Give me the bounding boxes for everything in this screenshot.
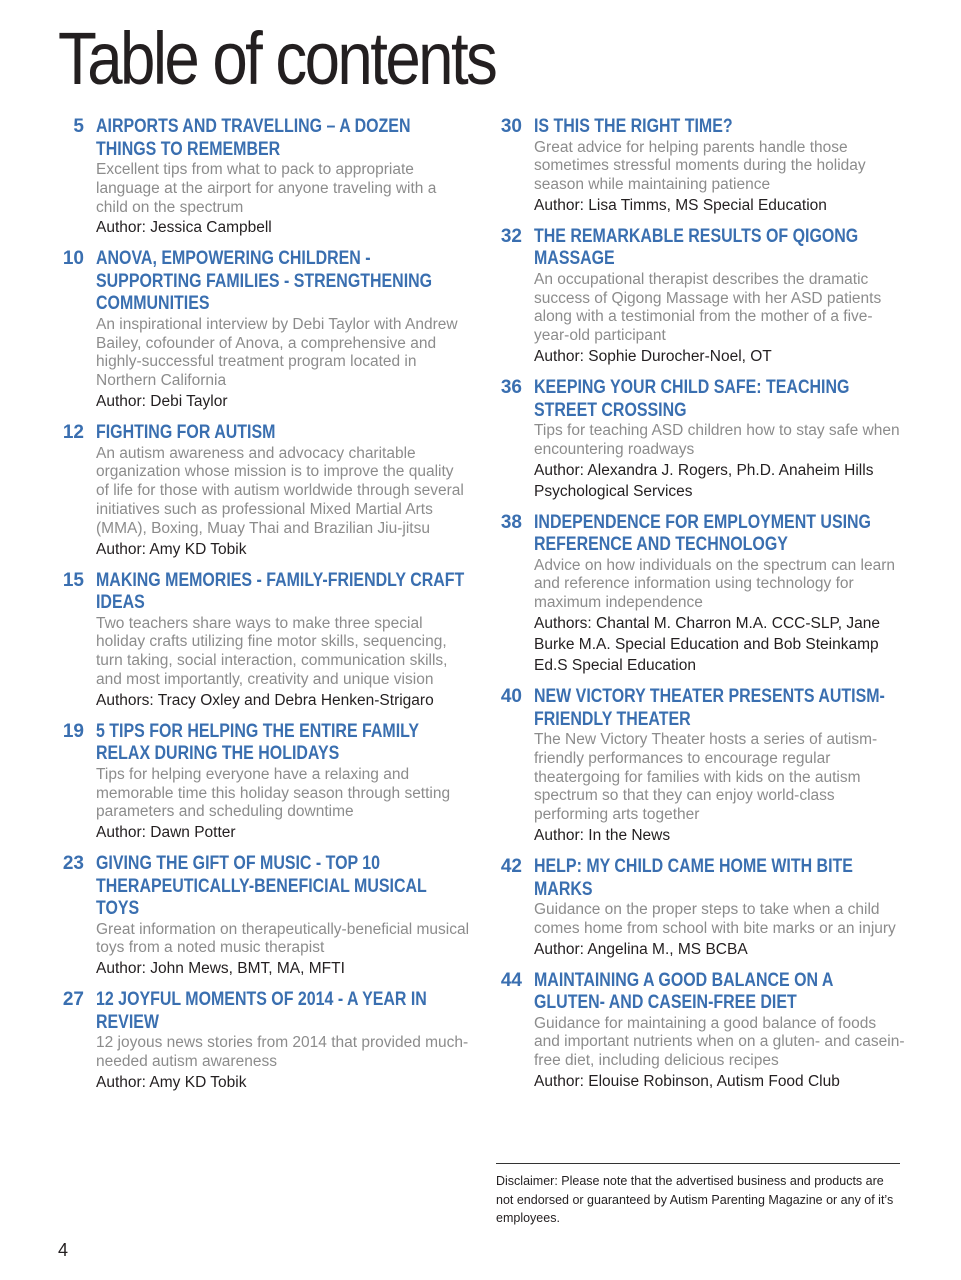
toc-entry[interactable]: [58, 248, 470, 412]
toc-entry[interactable]: [58, 989, 470, 1093]
article-author: Author: Amy KD Tobik: [96, 540, 247, 558]
article-description: Tips for teaching ASD children how to stay safe when encountering roadways: [534, 422, 900, 458]
article-title[interactable]: HELP: MY CHILD CAME HOME WITH BITE MARKS: [534, 856, 853, 900]
article-author: Author: Angelina M., MS BCBA: [534, 940, 748, 958]
article-author: Author: In the News: [534, 827, 671, 845]
article-description: 12 joyous news stories from 2014 that provided much-needed autism awareness: [96, 1034, 469, 1071]
article-author: Author: Debi Taylor: [96, 393, 228, 411]
page-ref: 38: [500, 511, 522, 533]
article-author: Authors: Chantal M. Charron M.A. CCC-SLP, Jane Burke M.A. Special Education and Bob Steinkamp Ed.S Special Education: [534, 615, 881, 675]
article-title[interactable]: THE REMARKABLE RESULTS OF QIGONG MASSAGE: [534, 225, 859, 270]
page-ref: 23: [62, 853, 84, 875]
article-author: Author: John Mews, BMT, MA, MFTI: [96, 960, 345, 978]
page-number: 4: [58, 1240, 69, 1260]
toc-entry[interactable]: [58, 721, 470, 843]
toc-entry[interactable]: [496, 377, 906, 502]
page-ref: 15: [62, 569, 84, 591]
page-ref: 27: [62, 989, 84, 1011]
toc-entry[interactable]: [58, 116, 470, 238]
page-ref: 40: [500, 686, 522, 708]
article-title[interactable]: IS THIS THE RIGHT TIME?: [534, 116, 733, 137]
article-author: Author: Lisa Timms, MS Special Education: [534, 196, 827, 214]
article-description: An autism awareness and advocacy charitable organization whose mission is to improve the quality of life for those with autism worldwide through several initiatives such as professional Mixed Martial Arts (MMA), Boxing, Muay Thai and Brazilian Jiu-jitsu: [96, 444, 464, 537]
article-title[interactable]: MAKING MEMORIES - FAMILY-FRIENDLY CRAFT IDEAS: [96, 569, 465, 614]
page-ref: 42: [500, 856, 522, 878]
article-description: Tips for helping everyone have a relaxing and memorable time this holiday season through setting parameters and scheduling downtime: [96, 765, 451, 821]
article-description: Two teachers share ways to make three special holiday crafts utilizing fine motor skills, sequencing, turn taking, social interaction, communication skills, and most importantly, creativity and unique vision: [96, 614, 448, 688]
article-description: An occupational therapist describes the dramatic success of Qigong Massage with her ASD patients along with a testimonial from the mother of a five-year-old participant: [534, 270, 882, 345]
disclaimer-divider: [496, 1163, 900, 1164]
toc-entry[interactable]: [496, 226, 906, 367]
page-ref: 36: [500, 377, 522, 399]
toc-entry[interactable]: [496, 856, 906, 960]
article-description: Great advice for helping parents handle those sometimes stressful moments during the holiday season while maintaining patience: [534, 138, 866, 194]
toc-entry[interactable]: [58, 422, 470, 559]
toc-entry[interactable]: [496, 686, 906, 846]
article-author: Author: Amy KD Tobik: [96, 1073, 247, 1091]
article-title[interactable]: 5 TIPS FOR HELPING THE ENTIRE FAMILY RELAX DURING THE HOLIDAYS: [96, 720, 419, 765]
article-description: Great information on therapeutically-beneficial musical toys from a noted music therapist: [96, 920, 470, 957]
article-author: Author: Alexandra J. Rogers, Ph.D. Anaheim Hills Psychological Services: [534, 461, 874, 500]
disclaimer-text: Disclaimer: Please note that the advertised business and products are not endorsed or guaranteed by Autism Parenting Magazine or any of it’s employees.: [496, 1174, 894, 1225]
article-description: Guidance on the proper steps to take when a child comes home from school with bite marks or an injury: [534, 901, 896, 937]
article-description: Advice on how individuals on the spectrum can learn and reference information using technology for maximum independence: [534, 556, 896, 612]
article-author: Author: Elouise Robinson, Autism Food Club: [534, 1073, 840, 1091]
article-author: Author: Sophie Durocher-Noel, OT: [534, 348, 772, 366]
page-ref: 32: [500, 225, 522, 247]
toc-entry[interactable]: [496, 116, 906, 216]
toc-left-column: [58, 116, 470, 1093]
article-title[interactable]: 12 JOYFUL MOMENTS OF 2014 - A YEAR IN REVIEW: [96, 989, 427, 1033]
article-title[interactable]: AIRPORTS AND TRAVELLING – A DOZEN THINGS TO REMEMBER: [96, 116, 411, 160]
page-ref: 19: [62, 720, 84, 742]
article-description: An inspirational interview by Debi Taylor with Andrew Bailey, cofounder of Anova, a comprehensive and highly-successful treatment program located in Northern California: [96, 315, 458, 390]
page-ref: 12: [62, 422, 84, 444]
article-title[interactable]: NEW VICTORY THEATER PRESENTS AUTISM-FRIENDLY THEATER: [534, 686, 885, 730]
article-description: Excellent tips from what to pack to appropriate language at the airport for anyone traveling with a child on the spectrum: [96, 161, 437, 216]
toc-right-column: [496, 116, 906, 1092]
page-ref: 30: [500, 116, 522, 137]
article-author: Authors: Tracy Oxley and Debra Henken-Strigaro: [96, 691, 434, 709]
article-author: Author: Jessica Campbell: [96, 219, 272, 237]
article-title[interactable]: KEEPING YOUR CHILD SAFE: TEACHING STREET CROSSING: [534, 377, 850, 421]
article-description: Guidance for maintaining a good balance of foods and important nutrients when on a gluten- and casein-free diet, including delicious recipes: [534, 1014, 905, 1070]
article-title[interactable]: GIVING THE GIFT OF MUSIC - TOP 10 THERAPEUTICALLY-BENEFICIAL MUSICAL TOYS: [96, 853, 427, 920]
article-title[interactable]: ANOVA, EMPOWERING CHILDREN - SUPPORTING FAMILIES - STRENGTHENING COMMUNITIES: [96, 248, 433, 315]
toc-entry[interactable]: [58, 853, 470, 979]
page-ref: 10: [62, 248, 84, 270]
article-title[interactable]: FIGHTING FOR AUTISM: [96, 422, 276, 444]
article-description: The New Victory Theater hosts a series of autism-friendly performances to encourage regular theatergoing for families with kids on the autism spectrum so that they can enjoy world-class performing arts together: [534, 731, 878, 824]
page-ref: 5: [73, 116, 84, 137]
article-title[interactable]: INDEPENDENCE FOR EMPLOYMENT USING REFERENCE AND TECHNOLOGY: [534, 511, 871, 556]
page-ref: 44: [500, 969, 522, 991]
article-title[interactable]: MAINTAINING A GOOD BALANCE ON A GLUTEN- AND CASEIN-FREE DIET: [534, 969, 833, 1014]
toc-entry[interactable]: [496, 970, 906, 1092]
toc-entry[interactable]: [58, 570, 470, 711]
article-author: Author: Dawn Potter: [96, 824, 236, 842]
toc-entry[interactable]: [496, 512, 906, 676]
page-title: Table of contents: [58, 17, 496, 100]
